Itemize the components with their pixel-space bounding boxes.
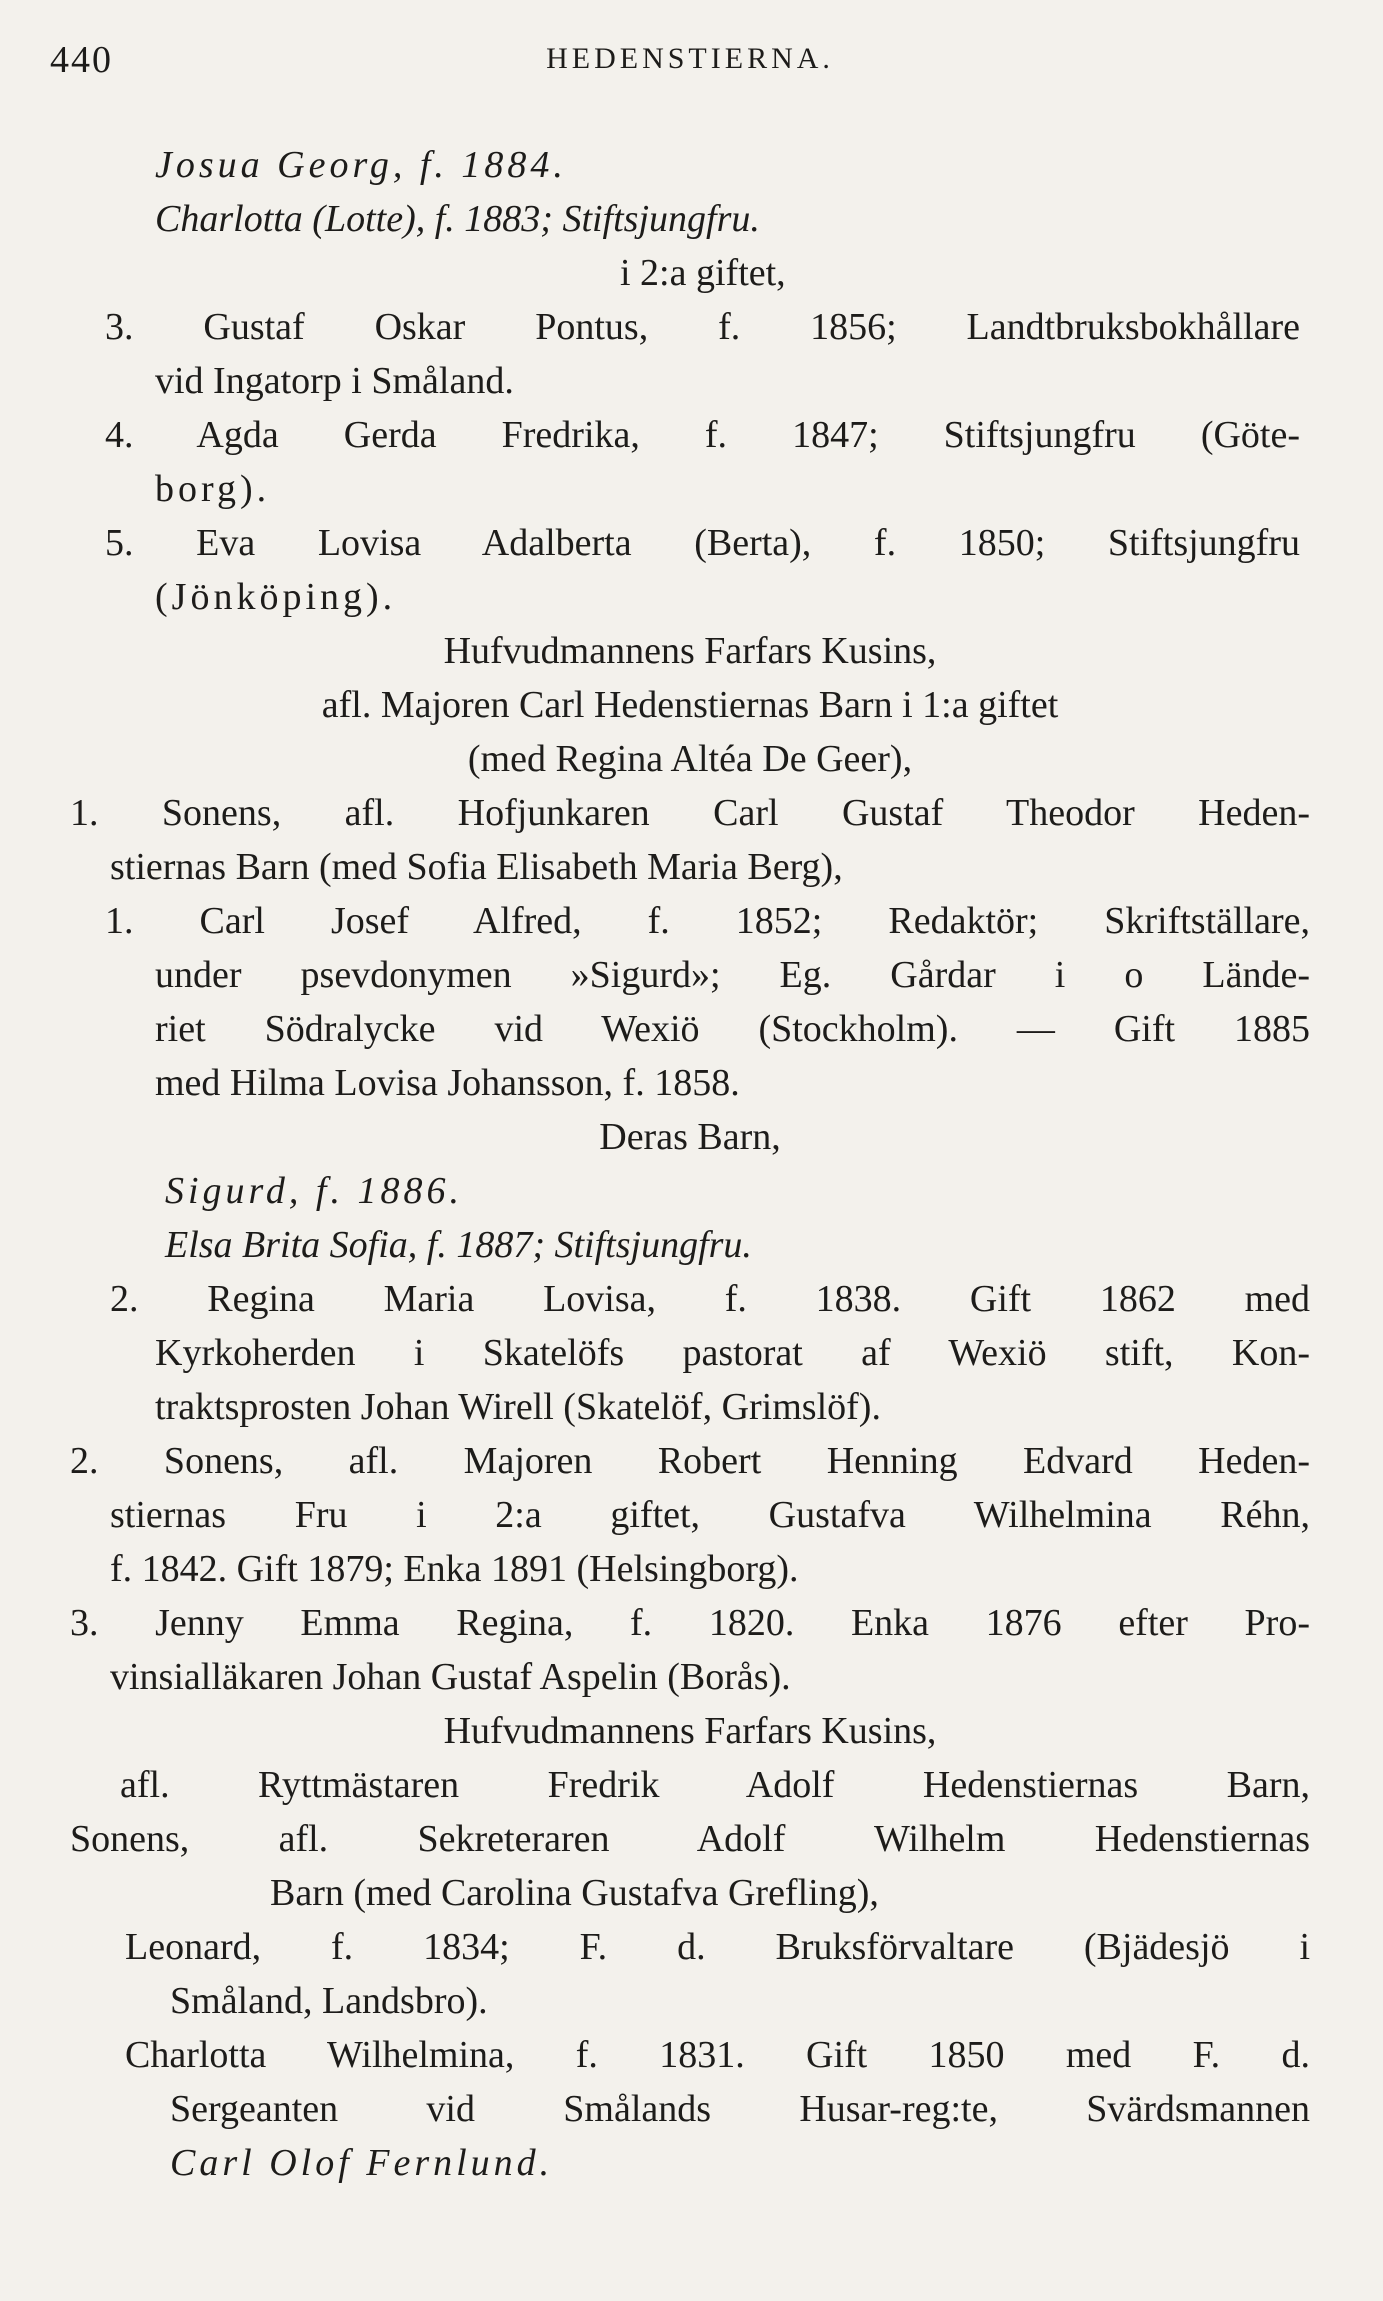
text-line: Barn (med Carolina Gustafva Grefling), <box>270 1872 879 1914</box>
text-line: 4. Agda Gerda Fredrika, f. 1847; Stiftsjungfru (Göte- <box>105 414 1300 456</box>
text-line: Småland, Landsbro). <box>170 1980 488 2022</box>
text-line: Sigurd, f. 1886. <box>165 1170 463 1212</box>
text-line: Josua Georg, f. 1884. <box>155 144 567 186</box>
text-line: borg). <box>155 468 271 510</box>
section-heading: afl. Majoren Carl Hedenstiernas Barn i 1:a giftet <box>321 684 1059 726</box>
text-line: Elsa Brita Sofia, f. 1887; Stiftsjungfru. <box>165 1224 752 1266</box>
running-title: HEDENSTIERNA. <box>546 42 834 75</box>
text-line: (Jönköping). <box>155 576 397 618</box>
text-line: 1. Carl Josef Alfred, f. 1852; Redaktör; Skriftställare, <box>105 900 1310 942</box>
text-line: under psevdonymen »Sigurd»; Eg. Gårdar i o Lände- <box>155 954 1310 996</box>
text-line: Carl Olof Fernlund. <box>170 2142 554 2184</box>
text-line: Charlotta Wilhelmina, f. 1831. Gift 1850 med F. d. <box>125 2034 1310 2076</box>
section-heading: Hufvudmannens Farfars Kusins, <box>443 1710 937 1752</box>
text-line: stiernas Fru i 2:a giftet, Gustafva Wilhelmina Réhn, <box>110 1494 1310 1536</box>
text-line: i 2:a giftet, <box>620 252 786 294</box>
text-line: riet Södralycke vid Wexiö (Stockholm). — Gift 1885 <box>155 1008 1310 1050</box>
text-line: 3. Gustaf Oskar Pontus, f. 1856; Landtbruksbokhållare <box>105 306 1300 348</box>
text-line: Charlotta (Lotte), f. 1883; Stiftsjungfru. <box>155 198 760 240</box>
text-line: Kyrkoherden i Skatelöfs pastorat af Wexiö stift, Kon- <box>155 1332 1310 1374</box>
text-line: afl. Ryttmästaren Fredrik Adolf Hedenstiernas Barn, <box>120 1764 1310 1806</box>
text-line: 3. Jenny Emma Regina, f. 1820. Enka 1876 efter Pro- <box>70 1602 1310 1644</box>
text-line: Sonens, afl. Sekreteraren Adolf Wilhelm Hedenstiernas <box>70 1818 1310 1860</box>
section-heading: (med Regina Altéa De Geer), <box>467 738 913 780</box>
section-heading: Deras Barn, <box>599 1116 781 1158</box>
text-line: traktsprosten Johan Wirell (Skatelöf, Grimslöf). <box>155 1386 881 1428</box>
page-header <box>50 38 1330 88</box>
text-line: vid Ingatorp i Småland. <box>155 360 514 402</box>
text-line: stiernas Barn (med Sofia Elisabeth Maria Berg), <box>110 846 843 888</box>
text-line: vinsialläkaren Johan Gustaf Aspelin (Borås). <box>110 1656 791 1698</box>
text-line: Sergeanten vid Smålands Husar-reg:te, Svärdsmannen <box>170 2088 1310 2130</box>
text-line: 2. Sonens, afl. Majoren Robert Henning Edvard Heden- <box>70 1440 1310 1482</box>
text-line: f. 1842. Gift 1879; Enka 1891 (Helsingborg). <box>110 1548 799 1590</box>
text-line: 2. Regina Maria Lovisa, f. 1838. Gift 1862 med <box>110 1278 1310 1320</box>
text-line: 1. Sonens, afl. Hofjunkaren Carl Gustaf Theodor Heden- <box>70 792 1310 834</box>
page-number: 440 <box>50 39 113 81</box>
text-line: 5. Eva Lovisa Adalberta (Berta), f. 1850; Stiftsjungfru <box>105 522 1300 564</box>
text-line: Leonard, f. 1834; F. d. Bruksförvaltare (Bjädesjö i <box>125 1926 1310 1968</box>
section-heading: Hufvudmannens Farfars Kusins, <box>443 630 937 672</box>
text-line: med Hilma Lovisa Johansson, f. 1858. <box>155 1062 740 1104</box>
